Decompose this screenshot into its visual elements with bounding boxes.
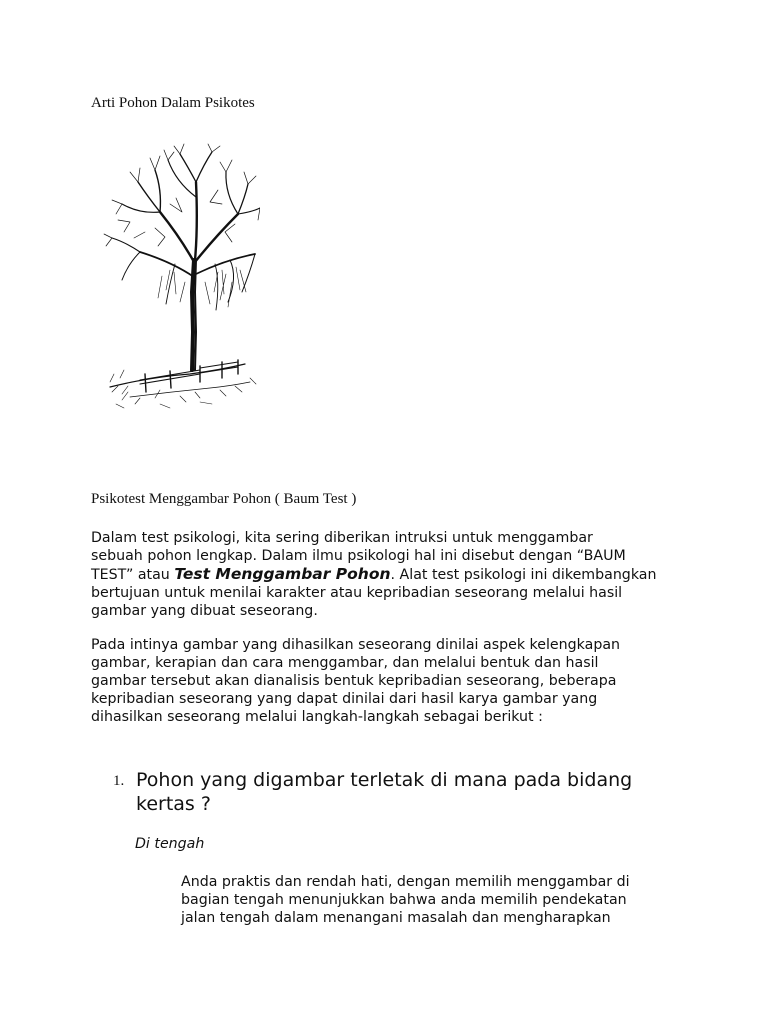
text-line: gambar, kerapian dan cara menggambar, dan melalui bentuk dan hasil [91, 655, 599, 671]
text-line: sebuah pohon lengkap. Dalam ilmu psikologi hal ini disebut dengan “BAUM [91, 548, 626, 564]
text-fragment: TEST” atau [91, 567, 175, 583]
text-line: kepribadian seseorang yang dapat dinilai dari hasil karya gambar yang [91, 691, 598, 707]
intro-paragraph [91, 529, 691, 620]
text-line: Anda praktis dan rendah hati, dengan memilih menggambar di [181, 874, 630, 890]
text-line: Pada intinya gambar yang dihasilkan seseorang dinilai aspek kelengkapan [91, 637, 621, 653]
document-title: Arti Pohon Dalam Psikotes [91, 95, 255, 111]
text-fragment: . Alat test psikologi ini dikembangkan [390, 567, 657, 583]
section-heading: Psikotest Menggambar Pohon ( Baum Test ) [91, 491, 357, 507]
text-line: kertas ? [136, 793, 211, 815]
sub-heading: Di tengah [135, 836, 205, 852]
tree-illustration-icon [100, 142, 260, 417]
list-question [136, 768, 632, 816]
text-line: jalan tengah dalam menangani masalah dan mengharapkan [181, 910, 611, 926]
text-line: Dalam test psikologi, kita sering diberikan intruksi untuk menggambar [91, 530, 593, 546]
text-line: bertujuan untuk menilai karakter atau kepribadian seseorang melalui hasil [91, 585, 623, 601]
text-line [91, 565, 691, 584]
text-line: gambar yang dibuat seseorang. [91, 603, 318, 619]
method-paragraph [91, 636, 691, 726]
list-number: 1. [113, 773, 125, 789]
text-line: gambar tersebut akan dianalisis bentuk kepribadian seseorang, beberapa [91, 673, 617, 689]
emphasized-term: Test Menggambar Pohon [174, 565, 391, 583]
answer-paragraph [181, 873, 701, 927]
text-line: bagian tengah menunjukkan bahwa anda memilih pendekatan [181, 892, 627, 908]
text-line: Pohon yang digambar terletak di mana pada bidang [136, 769, 633, 791]
text-line: dihasilkan seseorang melalui langkah-langkah sebagai berikut : [91, 709, 543, 725]
